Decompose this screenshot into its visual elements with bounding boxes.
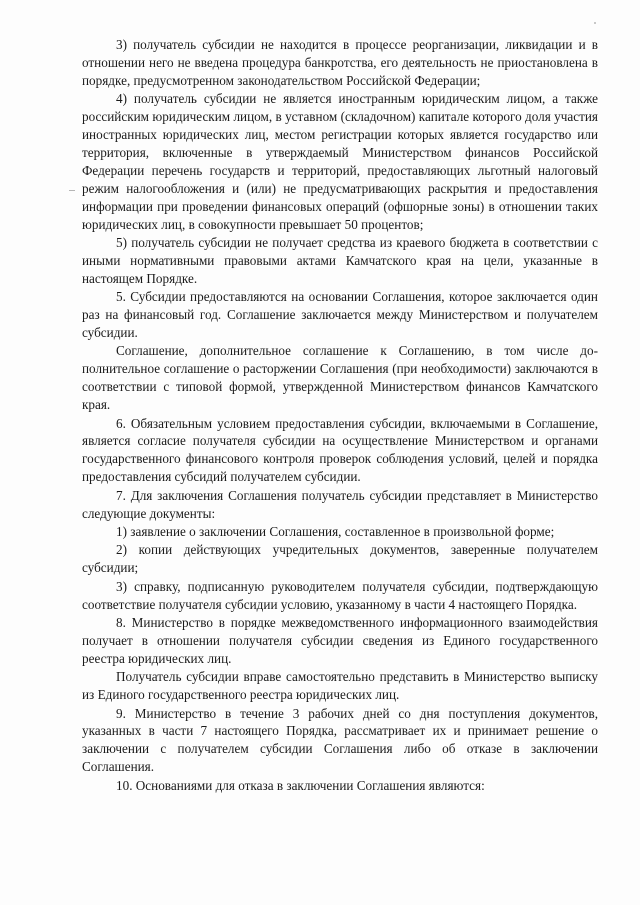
paragraph-doc-3: 3) справку, подписанную руководителем получателя субсидии, подтверждающую соответствие получателя субсидии условию, указанному в части 4 настоящего Порядка. (82, 578, 598, 612)
paragraph-section-8: 8. Министерство в порядке межведомственного информационного взаимодействия получает в отношении получателя субсидии сведения из Единого государственного реестра юридических лиц. (82, 615, 598, 666)
paragraph-section-7: 7. Для заключения Соглашения получатель субсидии представляет в Министерство следующие документы: (82, 487, 598, 521)
paragraph-section-9: 9. Министерство в течение 3 рабочих дней со дня поступления документов, указанных в части 7 настоящего Порядка, рассматривает их и принимает решение о заключении с получателем субсидии Соглашения либо об отказе в заключении Соглашения. (82, 705, 598, 775)
paragraph-item-3: 3) получатель субсидии не находится в процессе реорганизации, ликвидации и в отношении него не введена процедура банкротства, его деятельность не приостановлена в порядке, предусмотренном законодательством Российской Федерации; (82, 37, 598, 88)
paragraph-agreement-form: Соглашение, дополнительное соглашение к Соглашению, в том числе дополнительное соглашение о расторжении Соглашения (при необходимости) заключаются в соответствии с типовой формой, утвержденной Министерством финансов Камчатского края. (82, 343, 598, 413)
paragraph-extract: Получатель субсидии вправе самостоятельно представить в Министерство выписку из Единого государственного реестра юридических лиц. (82, 669, 598, 703)
paragraph-item-4: 4) получатель субсидии не является иностранным юридическим лицом, а также российским юридическим лицом, в уставном (складочном) капитале которого доля участия иностранных юридических лиц, местом регистрации которых является государство или территория, включенные в утверждаемый Министерством финансов Российской Федерации перечень государств и территорий, предоставляющих льготный налоговый режим налогообложения и (или) не предусматривающих раскрытия и предоставления информации при проведении финансовых операций (офшорные зоны) в отношении таких юридических лиц, в совокупности превышает 50 процентов; (82, 91, 598, 232)
scan-dot (594, 22, 596, 24)
paragraph-doc-1: 1) заявление о заключении Соглашения, составленное в произвольной форме; (116, 523, 555, 539)
paragraph-item-5: 5) получатель субсидии не получает средства из краевого бюджета в соответствии с иными нормативными правовыми актами Камчатского края на цели, указанные в настоящем Порядке. (82, 234, 598, 286)
paragraph-section-5: 5. Субсидии предоставляются на основании Соглашения, которое заключается один раз на финансовый год. Соглашение заключается между Министерством и получателем субсидии. (82, 289, 598, 340)
margin-mark (69, 190, 75, 191)
paragraph-section-10: 10. Основаниями для отказа в заключении Соглашения являются: (116, 777, 485, 793)
paragraph-section-6: 6. Обязательным условием предоставления субсидии, включаемыми в Соглашение, является согласие получателя субсидии на осуществление Министерством и органами государственного финансового контроля проверок соблюдения условий, целей и порядка предоставления субсидий получателем субсидии. (82, 415, 598, 485)
paragraph-doc-2: 2) копии действующих учредительных документов, заверенные получателем субсидии; (82, 542, 598, 576)
document-body (82, 36, 598, 795)
